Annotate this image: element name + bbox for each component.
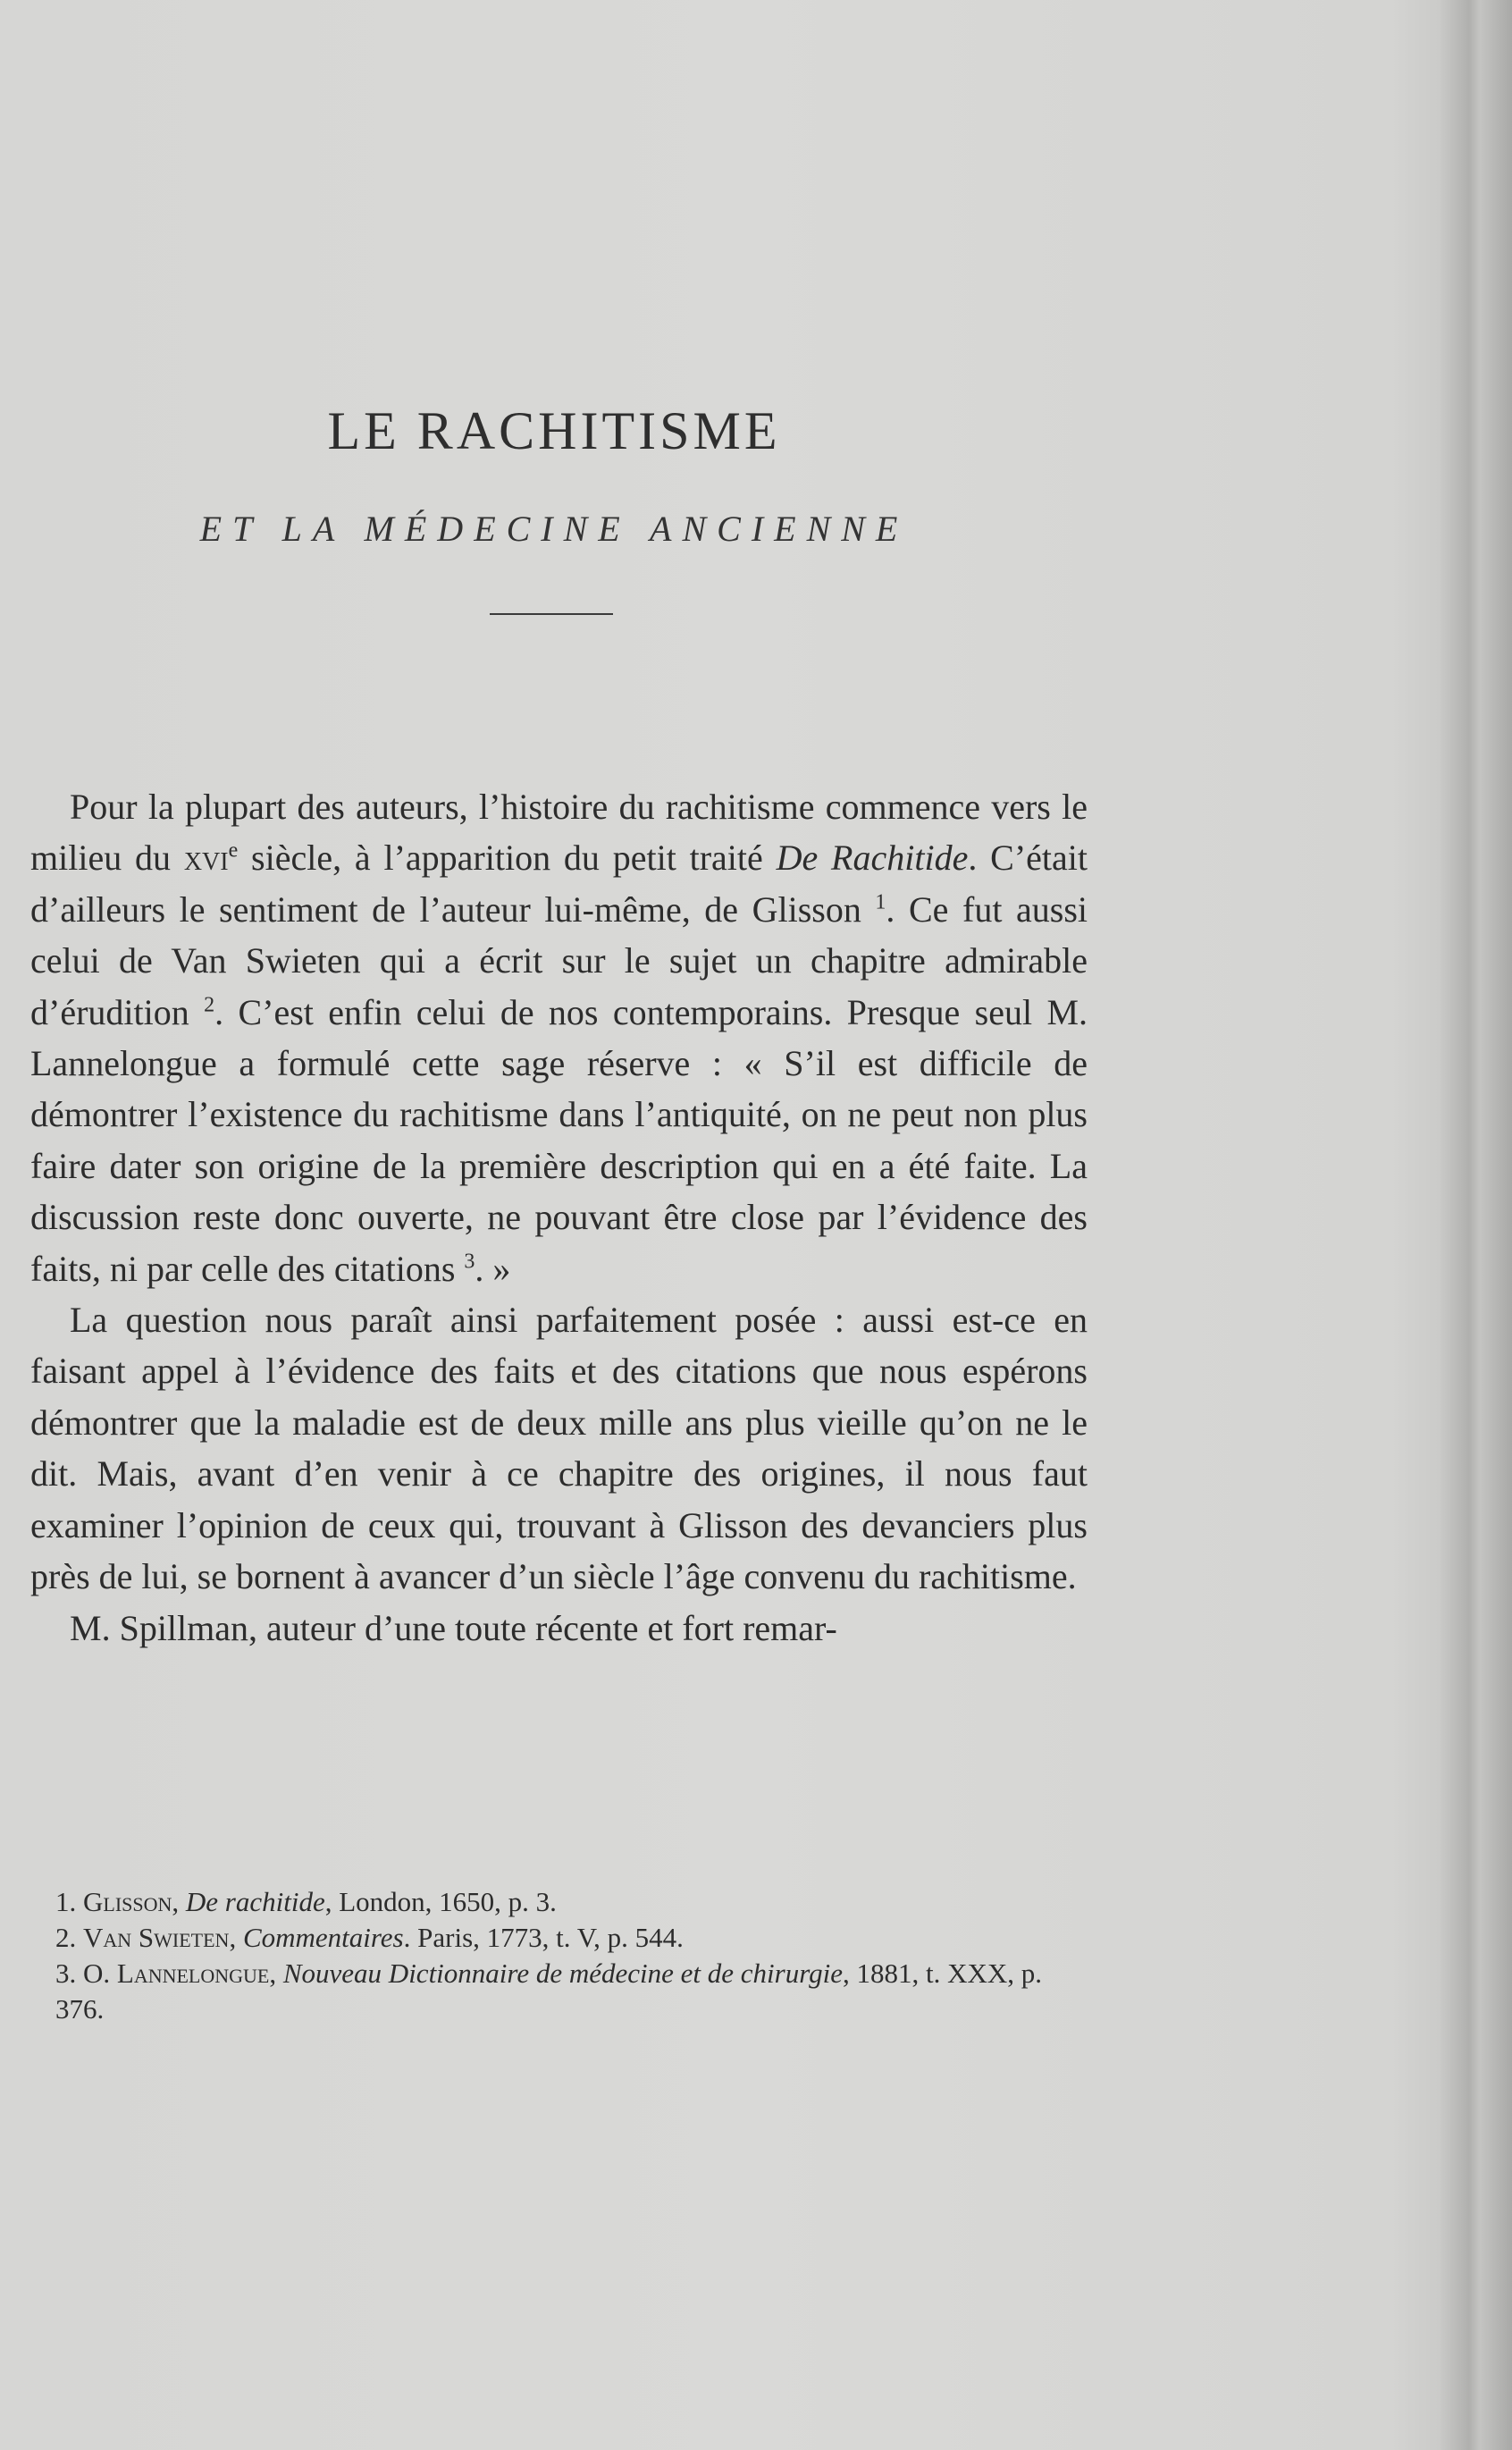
p1-text-d: . Ce fut aussi celui de Van Swieten qui a écrit sur le sujet un chapitre admirable d’érudition bbox=[30, 888, 1088, 1032]
chapter-title: LE RACHITISME bbox=[327, 401, 781, 460]
century-numeral: xvi bbox=[183, 838, 229, 879]
footnote-author: Glisson bbox=[83, 1886, 172, 1917]
title-rule bbox=[490, 613, 613, 615]
p1-text-a: Pour la plupart des auteurs, l’histoire du rachitisme commence vers le milieu du bbox=[30, 787, 1088, 879]
footnote-title: Nouveau Dictionnaire de médecine et de chirurgie bbox=[282, 1957, 843, 1989]
century-superscript: e bbox=[228, 839, 239, 863]
p1-text-c: . C’était d’ailleurs le sentiment de l’auteur lui-même, de Glisson bbox=[30, 838, 1088, 930]
footnote-title: De rachitide bbox=[185, 1886, 325, 1917]
book-spine-shadow bbox=[1441, 0, 1512, 2450]
footnote-rest: , London, 1650, p. 3. bbox=[324, 1886, 557, 1917]
footnote-title: Commentaires bbox=[242, 1922, 404, 1953]
footnote-num: 3. bbox=[55, 1957, 77, 1989]
footnote-num: 2. bbox=[55, 1922, 77, 1953]
footnote-ref-1: 1 bbox=[875, 890, 886, 914]
footnote-1: 1. Glisson, De rachitide, London, 1650, p. 3. bbox=[55, 1886, 557, 1917]
p1-text-f: . » bbox=[475, 1248, 511, 1289]
book-title: De Rachitide bbox=[776, 838, 969, 879]
paragraph-2: La question nous paraît ainsi parfaitement posée : aussi est-ce en faisant appel à l’évidence des faits et des citations que nous espérons démontrer que la maladie est de deux mille ans plus vieille qu’on ne le dit. Mais, avant d’en venir à ce chapitre des origines, il nous faut examiner l’opinion de ceux qui, trouvant à Glisson des devanciers plus près de lui, se bornent à avancer d’un siècle l’âge convenu du rachitisme. bbox=[30, 1300, 1088, 1597]
footnote-author: O. Lannelongue bbox=[83, 1957, 270, 1989]
footnotes bbox=[30, 1884, 1094, 2027]
footnote-num: 1. bbox=[55, 1886, 77, 1917]
paragraph-1 bbox=[30, 781, 1088, 1294]
chapter-subtitle: ET LA MÉDECINE ANCIENNE bbox=[199, 509, 909, 549]
footnote-rest: , 1881, t. XXX, p. 376. bbox=[55, 1957, 1043, 2025]
footnote-author: Van Swieten bbox=[83, 1922, 230, 1953]
footnote-ref-2: 2 bbox=[204, 993, 215, 1017]
paragraph-3: M. Spillman, auteur d’une toute récente et fort remar- bbox=[70, 1607, 837, 1648]
footnote-2: 2. Van Swieten, Commentaires. Paris, 1773, t. V, p. 544. bbox=[55, 1922, 684, 1953]
p1-text-b: siècle, à l’apparition du petit traité bbox=[238, 838, 777, 879]
footnote-rest: . Paris, 1773, t. V, p. 544. bbox=[403, 1922, 684, 1953]
body-text bbox=[30, 781, 1088, 1654]
footnote-3: 3. O. Lannelongue, Nouveau Dictionnaire de médecine et de chirurgie, 1881, t. XXX, p. 376. bbox=[55, 1957, 1043, 2025]
p1-text-e: . C’est enfin celui de nos contemporains. Presque seul M. Lannelongue a formulé cette sage réserve : « S’il est difficile de démontrer l’existence du rachitisme dans l’antiquité, on ne peut non plus faire dater son origine de la première description qui en a été faite. La discussion reste donc ouverte, ne pouvant être close par l’évidence des faits, ni par celle des citations bbox=[30, 991, 1088, 1289]
footnote-ref-3: 3 bbox=[464, 1250, 475, 1274]
